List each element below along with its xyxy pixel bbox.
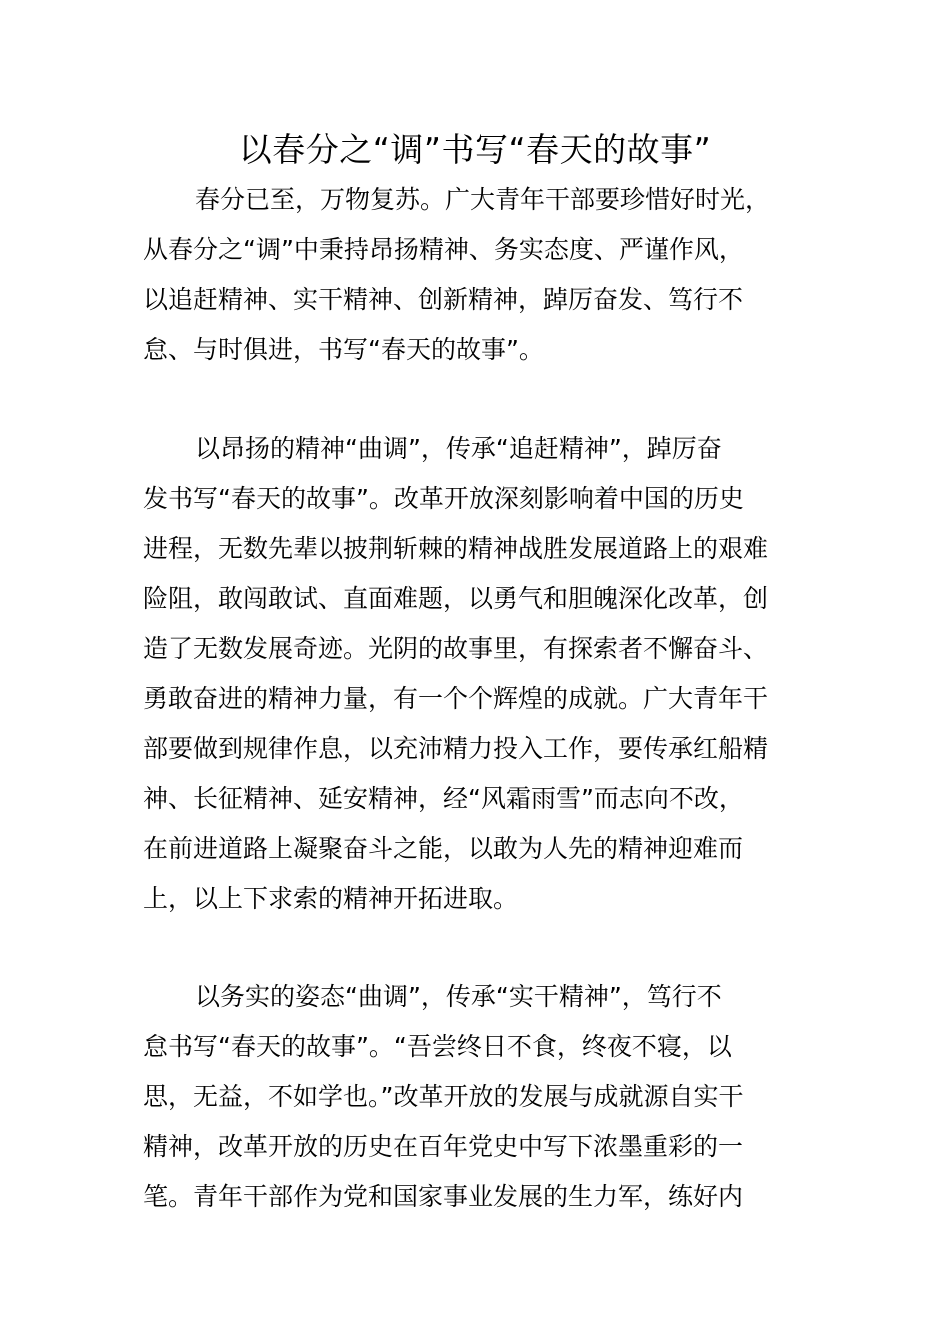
paragraph-1 xyxy=(143,175,811,375)
paragraph-line: 神、长征精神、延安精神，经“风霜雨雪”而志向不改， xyxy=(143,784,744,813)
paragraph-line: 以追赶精神、实干精神、创新精神，踔厉奋发、笃行不 xyxy=(143,285,744,314)
paragraph-2 xyxy=(143,424,811,924)
paragraph-line: 在前进道路上凝聚奋斗之能，以敢为人先的精神迎难而 xyxy=(143,834,744,863)
paragraph-line: 春分已至，万物复苏。广大青年干部要珍惜好时光， xyxy=(195,185,771,214)
paragraph-line: 思，无益，不如学也。”改革开放的发展与成就源自实干 xyxy=(143,1082,744,1111)
paragraph-line: 发书写“春天的故事”。改革开放深刻影响着中国的历史 xyxy=(143,484,744,513)
paragraph-line: 部要做到规律作息，以充沛精力投入工作，要传承红船精 xyxy=(143,734,769,763)
paragraph-line: 险阻，敢闯敢试、直面难题，以勇气和胆魄深化改革，创 xyxy=(143,584,769,613)
paragraph-line: 怠书写“春天的故事”。“吾尝终日不食，终夜不寝，以 xyxy=(143,1032,732,1061)
paragraph-line: 精神，改革开放的历史在百年党史中写下浓墨重彩的一 xyxy=(143,1132,744,1161)
paragraph-3 xyxy=(143,972,811,1222)
paragraph-line: 造了无数发展奇迹。光阴的故事里，有探索者不懈奋斗、 xyxy=(143,634,769,663)
paragraph-line: 勇敢奋进的精神力量，有一个个辉煌的成就。广大青年干 xyxy=(143,684,769,713)
document-title: 以春分之“调”书写“春天的故事” xyxy=(238,130,712,169)
paragraph-line: 怠、与时俱进，书写“春天的故事”。 xyxy=(143,335,544,364)
paragraph-line: 从春分之“调”中秉持昂扬精神、务实态度、严谨作风， xyxy=(143,235,744,264)
paragraph-line: 笔。青年干部作为党和国家事业发展的生力军，练好内 xyxy=(143,1182,744,1211)
paragraph-line: 以务实的姿态“曲调”，传承“实干精神”，笃行不 xyxy=(195,982,722,1011)
paragraph-line: 上，以上下求索的精神开拓进取。 xyxy=(143,884,519,913)
paragraph-line: 以昂扬的精神“曲调”，传承“追赶精神”，踔厉奋 xyxy=(195,434,722,463)
paragraph-line: 进程，无数先辈以披荆斩棘的精神战胜发展道路上的艰难 xyxy=(143,534,769,563)
